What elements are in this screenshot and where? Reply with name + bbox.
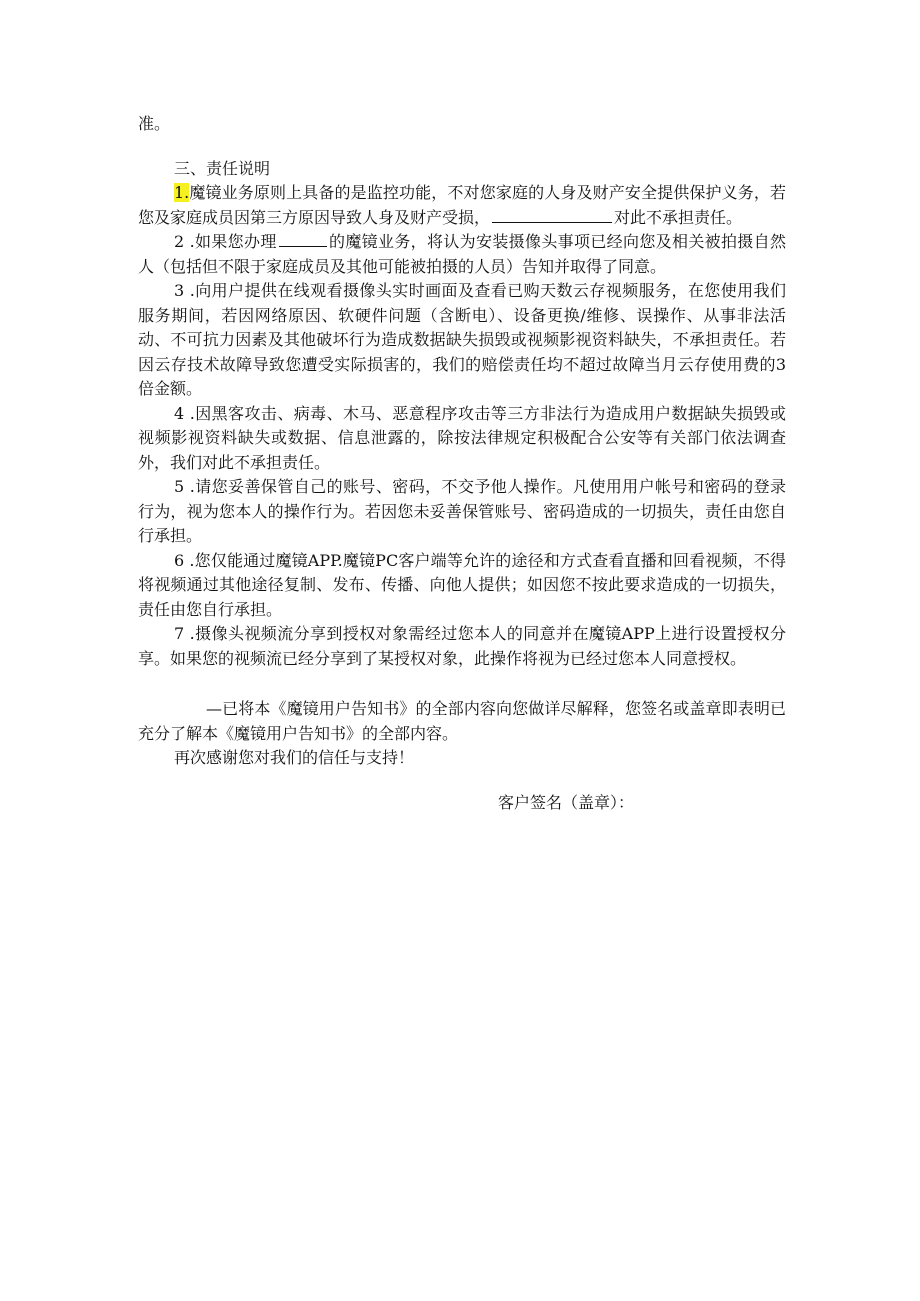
item-5	[138, 475, 786, 549]
item-1	[138, 181, 786, 230]
item-1-text-b: 对此不承担责任。	[614, 207, 743, 227]
item-2-blank	[279, 232, 327, 247]
item-3-number: 3 .	[174, 281, 195, 300]
item-6-number: 6 .	[174, 550, 195, 570]
item-1-number-highlight: 1.	[174, 183, 190, 202]
item-4-text: 因黑客攻击、病毒、木马、恶意程序攻击等三方非法行为造成用户数据缺失损毁或视频影视资料缺失或数据、信息泄露的，除按法律规定积极配合公安等有关部门依法调查外，我们对此不承担责任。	[138, 403, 786, 472]
section-heading: 三、责任说明	[174, 158, 271, 178]
item-3-text: 向用户提供在线观看摄像头实时画面及查看已购天数云存视频服务，在您使用我们服务期间，若因网络原因、软硬件问题（含断电）、设备更换/维修、误操作、从事非法活动、不可抗力因素及其他破坏行为造成数据缺失损毁或视频影视资料缺失，不承担责任。若因云存技术故障导致您遭受实际损害的，我们的赔偿责任均不超过故障当月云存使用费的3倍金额。	[138, 281, 786, 398]
item-2-text-b: 的魔镜业务，将认为安装摄像头事项已经向您及相关被拍摄自然人（包括但不限于家庭成员及其他可能被拍摄的人员）告知并取得了同意。	[138, 232, 786, 276]
item-7	[138, 622, 786, 671]
item-4-number: 4 .	[174, 403, 195, 423]
item-5-text: 请您妥善保管自己的账号、密码，不交予他人操作。凡使用用户帐号和密码的登录行为，视为您本人的操作行为。若因您未妥善保管账号、密码造成的一切损失，责任由您自行承担。	[138, 477, 786, 545]
item-1-text-a: 魔镜业务原则上具备的是监控功能，不对您家庭的人身及财产安全提供保护义务，若您及家庭成员因第三方原因导致人身及财产受损，	[138, 183, 786, 227]
item-1-blank	[492, 208, 612, 223]
item-2-text-a: 如果您办理	[194, 232, 277, 251]
item-7-number: 7 .	[174, 624, 195, 643]
item-6-text: 您仅能通过魔镜APP.魔镜PC客户端等允许的途径和方式查看直播和回看视频，不得将视频通过其他途径复制、发布、传播、向他人提供；如因您不按此要求造成的一切损失，责任由您自行承担。	[138, 550, 786, 619]
document-page	[138, 112, 786, 815]
top-fragment: 准。	[138, 114, 171, 133]
item-2-number: 2 .	[174, 232, 195, 251]
signature-label: 客户签名（盖章）：	[498, 792, 635, 812]
item-3	[138, 279, 786, 402]
item-2	[138, 230, 786, 279]
closing-statement: —已将本《魔镜用户告知书》的全部内容向您做详尽解释，您签名或盖章即表明已充分了解本《魔镜用户告知书》的全部内容。	[138, 699, 786, 743]
thanks-line: 再次感谢您对我们的信任与支持！	[174, 748, 415, 767]
item-5-number: 5 .	[174, 477, 195, 496]
item-6	[138, 549, 786, 623]
item-7-text: 摄像头视频流分享到授权对象需经过您本人的同意并在魔镜APP上进行设置授权分享。如果您的视频流已经分享到了某授权对象，此操作将视为已经过您本人同意授权。	[138, 624, 786, 668]
item-4	[138, 402, 786, 476]
